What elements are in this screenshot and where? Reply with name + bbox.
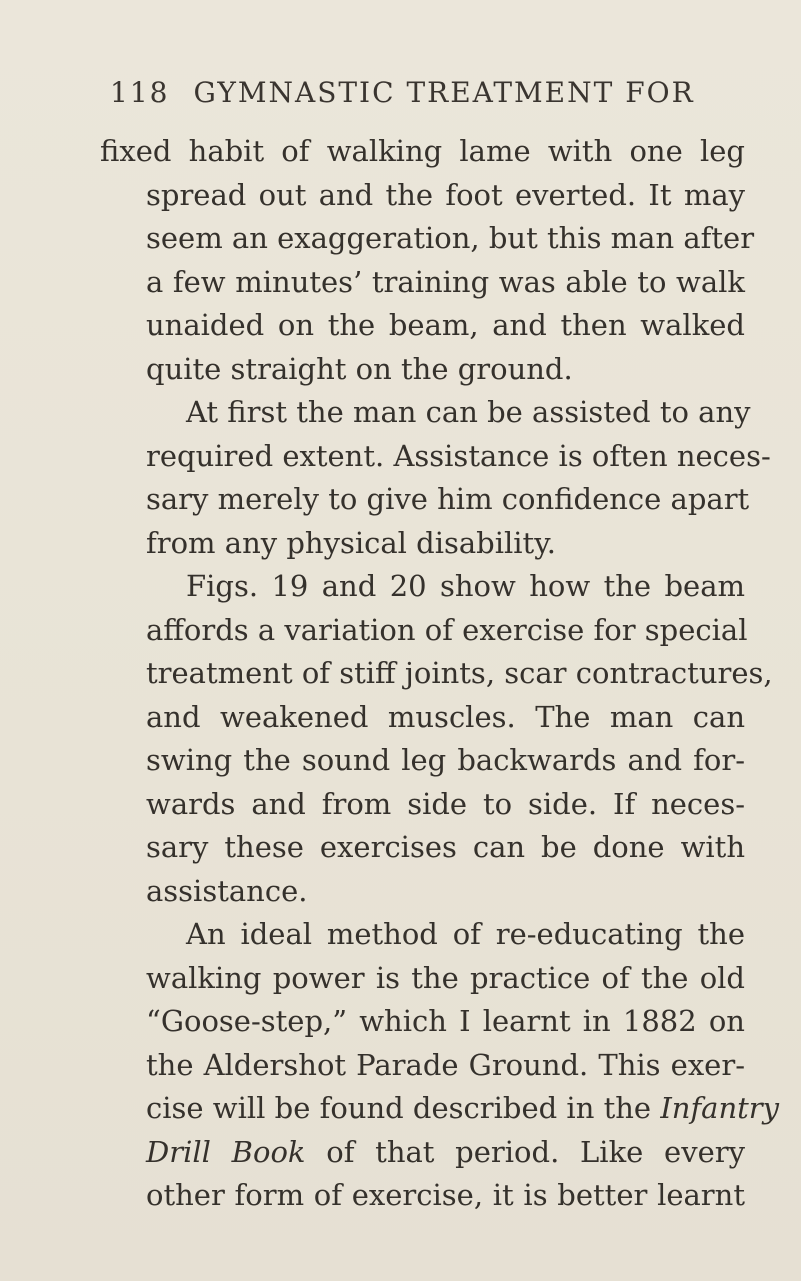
text-line — [100, 1131, 745, 1175]
text-line: sary these exercises can be done with — [146, 830, 745, 864]
text-line: and weakened muscles. The man can — [146, 699, 745, 734]
paragraph — [100, 913, 780, 1218]
italic-title: Drill Book — [146, 1134, 306, 1169]
text-line: swing the sound leg backwards and for- — [146, 743, 745, 777]
text-line: treatment of stiff joints, scar contractures, — [146, 656, 773, 690]
text-line: quite straight on the ground. — [146, 351, 573, 386]
text-line: wards and from side to side. If neces- — [146, 786, 745, 821]
italic-title: Infantry — [660, 1091, 780, 1125]
text-line: assistance. — [146, 873, 308, 908]
text-line: At first the man can be assisted to any — [186, 395, 751, 429]
text-line: affords a variation of exercise for special — [146, 612, 748, 647]
text-line: unaided on the beam, and then walked — [146, 308, 745, 342]
text-line: other form of exercise, it is better learnt — [146, 1178, 745, 1212]
text-line: spread out and the foot everted. It may — [146, 177, 745, 212]
text-line: walking power is the practice of the old — [146, 960, 745, 995]
text-line: sary merely to give him confidence apart — [146, 482, 750, 516]
text-line: required extent. Assistance is often neces- — [146, 438, 771, 473]
running-header — [110, 76, 695, 109]
running-title: GYMNASTIC TREATMENT FOR — [193, 76, 695, 109]
text-line: fixed habit of walking lame with one leg — [100, 134, 745, 168]
paragraph — [100, 391, 771, 565]
text-line: An ideal method of re-educating the — [186, 917, 745, 951]
text-line: a few minutes’ training was able to walk — [146, 264, 745, 299]
text-segment: cise will be found described in the — [146, 1091, 652, 1125]
text-line: from any physical disability. — [146, 525, 556, 560]
text-line: Figs. 19 and 20 show how the beam — [186, 569, 745, 603]
text-line — [100, 1087, 780, 1131]
body-text — [100, 130, 780, 1218]
text-line: the Aldershot Parade Ground. This exer- — [146, 1047, 745, 1082]
text-line: “Goose-step,” which I learnt in 1882 on — [146, 1004, 745, 1038]
text-segment: of that period. Like every — [326, 1134, 745, 1169]
page-number: 118 — [110, 76, 170, 109]
paragraph — [100, 130, 755, 391]
text-line: seem an exaggeration, but this man after — [146, 221, 755, 255]
paragraph — [100, 565, 773, 913]
